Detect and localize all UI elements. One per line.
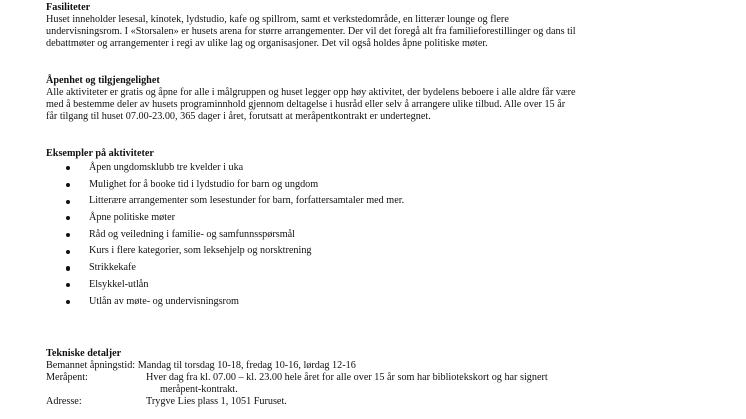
list-item: Litterære arrangementer som lesestunder for barn, forfattersamtaler med mer. xyxy=(46,193,404,210)
paragraph-line: Huset inneholder lesesal, kinotek, lydstudio, kafe og spillrom, samt et verkstedområde, en litterær lounge og flere xyxy=(46,14,509,25)
section-heading: Fasiliteter xyxy=(46,2,91,13)
section-heading: Eksempler på aktiviteter xyxy=(46,148,154,159)
list-item: Utlån av møte- og undervisningsrom xyxy=(46,294,404,311)
bullet-icon xyxy=(66,233,70,237)
list-item: Elsykkel-utlån xyxy=(46,277,404,294)
list-item: Åpen ungdomsklubb tre kvelder i uka xyxy=(46,160,404,177)
detail-label: Adresse: xyxy=(46,396,82,407)
bullet-icon xyxy=(66,300,70,304)
detail-value: Trygve Lies plass 1, 1051 Furuset. xyxy=(146,396,287,407)
list-item: Åpne politiske møter xyxy=(46,210,404,227)
detail-row-adresse xyxy=(46,396,356,408)
detail-value: meråpent-kontrakt. xyxy=(160,384,238,395)
section-tekniske xyxy=(46,348,548,408)
bullet-icon xyxy=(66,283,70,287)
detail-value: Mandag til torsdag 10-18, fredag 10-16, lørdag 12-16 xyxy=(137,360,356,371)
detail-row-meraapent-cont xyxy=(46,384,356,396)
bullet-icon xyxy=(66,183,70,187)
detail-label: Meråpent: xyxy=(46,372,88,383)
section-fasiliteter xyxy=(46,2,576,50)
section-heading: Tekniske detaljer xyxy=(46,348,122,359)
paragraph-line: undervisningsrom. I «Storsalen» er husets arena for større arrangementer. Der vil det foregå alt fra familieforestillinger og dans til xyxy=(46,26,576,37)
detail-label: Bemannet åpningstid: xyxy=(46,360,136,371)
list-item: Råd og veiledning i familie- og samfunnsspørsmål xyxy=(46,227,404,244)
list-item: Mulighet for å booke tid i lydstudio for barn og ungdom xyxy=(46,177,404,194)
activity-list xyxy=(46,160,404,310)
bullet-icon xyxy=(66,250,70,254)
detail-row-bemannet xyxy=(46,360,356,372)
section-paragraph xyxy=(46,14,576,50)
section-paragraph xyxy=(46,87,576,123)
detail-row-meraapent xyxy=(46,372,548,384)
bullet-icon xyxy=(66,266,70,270)
paragraph-line: Alle aktiviteter er gratis og åpne for alle i målgruppen og huset legger opp høy aktivitet, der bydelens beboere i alle aldre får være xyxy=(46,87,576,98)
section-apenhet xyxy=(46,75,576,123)
section-eksempler xyxy=(46,148,404,310)
paragraph-line: debattmøter og arrangementer i regi av ulike lag og organisasjoner. Det vil også holdes åpne politiske møter. xyxy=(46,38,488,49)
bullet-icon xyxy=(66,166,70,170)
paragraph-line: får tilgang til huset 07.00-23.00, 365 dager i året, forutsatt at meråpentkontrakt er undertegnet. xyxy=(46,111,431,122)
list-item: Strikkekafe xyxy=(46,260,404,277)
bullet-icon xyxy=(66,216,70,220)
paragraph-line: med å bestemme deler av husets programinnhold gjennom deltagelse i husråd eller selv å arrangere ulike tilbud. Alle over 15 år xyxy=(46,99,566,110)
list-item: Kurs i flere kategorier, som leksehjelp og norsktrening xyxy=(46,243,404,260)
detail-value: Hver dag fra kl. 07.00 – kl. 23.00 hele året for alle over 15 år som har bibliotekskort og har signert xyxy=(146,372,548,383)
bullet-icon xyxy=(66,200,70,204)
section-heading: Åpenhet og tilgjengelighet xyxy=(46,75,160,86)
